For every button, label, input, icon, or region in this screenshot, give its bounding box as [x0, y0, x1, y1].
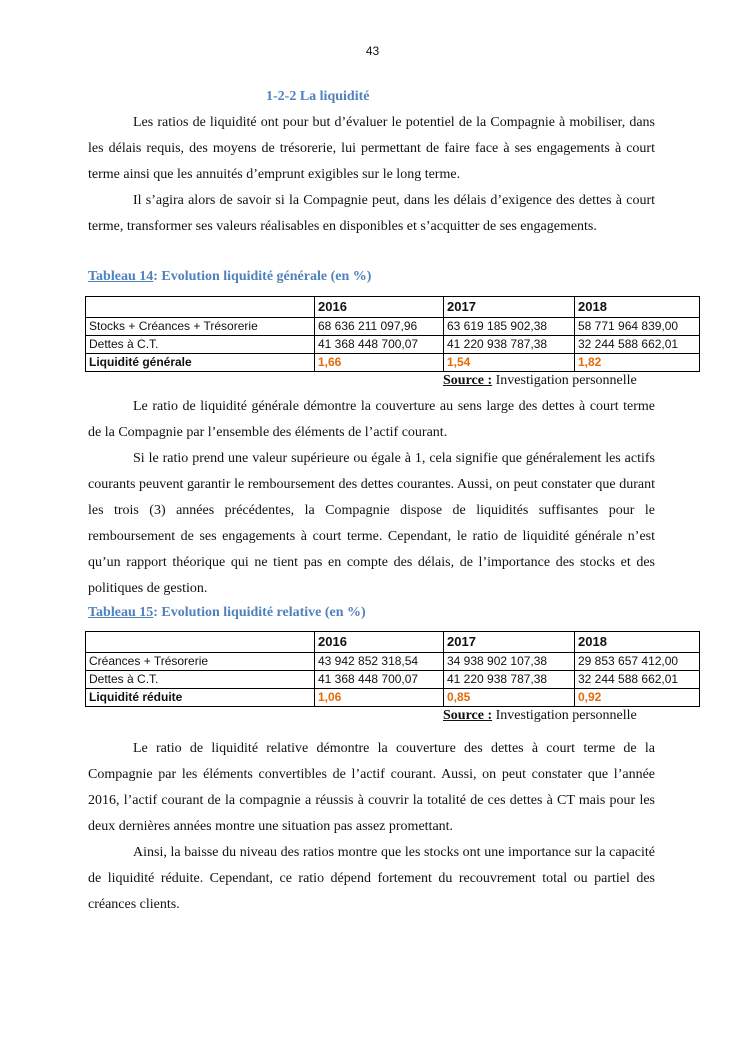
table15-caption-text: : Evolution liquidité relative (en %) [153, 605, 366, 620]
table-header-row [86, 632, 700, 653]
table15-source [443, 708, 637, 724]
table-cell: 1,82 [575, 354, 700, 372]
intro-paragraph-2: Il s’agira alors de savoir si la Compagnie peut, dans les délais d’exigence des dettes à court terme, transformer ses valeurs réalisables en disponibles et s’acquitter de ses engagements. [88, 193, 655, 234]
table-cell: Dettes à C.T. [86, 671, 315, 689]
table-cell: 0,85 [444, 689, 575, 707]
table-cell: Stocks + Créances + Trésorerie [86, 318, 315, 336]
table-header-cell: 2016 [315, 297, 444, 318]
table-header-cell: 2018 [575, 297, 700, 318]
table-header-cell: 2016 [315, 632, 444, 653]
analysis-paragraph-2: Si le ratio prend une valeur supérieure ou égale à 1, cela signifie que généralement les actifs courants peuvent garantir le remboursement des dettes courantes. Aussi, on peut constater que durant les trois (3) années précédentes, la Compagnie dispose de liquidités suffisantes pour le remboursement de ses engagements à court terme. Cependant, le ratio de liquidité générale n’est qu’un rapport théorique qui ne tient pas en compte des délais, de l’importance des stocks et des politiques de gestion. [88, 451, 655, 596]
table-cell: 34 938 902 107,38 [444, 653, 575, 671]
table-cell: 32 244 588 662,01 [575, 671, 700, 689]
table14-caption [88, 269, 371, 285]
table-cell: 29 853 657 412,00 [575, 653, 700, 671]
table-cell: 41 368 448 700,07 [315, 671, 444, 689]
table-row [86, 671, 700, 689]
table-header-cell: 2018 [575, 632, 700, 653]
table-row [86, 653, 700, 671]
table-cell: 41 220 938 787,38 [444, 671, 575, 689]
page-number: 43 [365, 44, 380, 58]
table-cell: 32 244 588 662,01 [575, 336, 700, 354]
table-cell: 41 220 938 787,38 [444, 336, 575, 354]
table-cell: 68 636 211 097,96 [315, 318, 444, 336]
table-cell: 0,92 [575, 689, 700, 707]
intro-paragraph-1: Les ratios de liquidité ont pour but d’évaluer le potentiel de la Compagnie à mobiliser, dans les délais requis, des moyens de trésorerie, lui permettant de faire face à ses engagements à court terme ainsi que les annuités d’emprunt exigibles sur le long terme. [88, 115, 655, 182]
analysis-paragraph-1: Le ratio de liquidité générale démontre la couverture au sens large des dettes à court terme de la Compagnie par l’ensemble des éléments de l’actif courant. [88, 399, 655, 440]
table-cell: Liquidité réduite [86, 689, 315, 707]
conclusion-paragraph-2: Ainsi, la baisse du niveau des ratios montre que les stocks ont une importance sur la capacité de liquidité réduite. Cependant, ce ratio dépend fortement du recouvrement total ou partiel des créances clients. [88, 845, 655, 912]
table-header-cell: 2017 [444, 632, 575, 653]
source-label: Source : [443, 373, 493, 388]
table14-caption-label: Tableau 14 [88, 269, 154, 284]
table-cell: 41 368 448 700,07 [315, 336, 444, 354]
source-text: Investigation personnelle [492, 373, 637, 388]
table-row [86, 336, 700, 354]
table14 [85, 296, 700, 372]
table-cell: 63 619 185 902,38 [444, 318, 575, 336]
source-label: Source : [443, 708, 493, 723]
table-row [86, 318, 700, 336]
table-header-row [86, 297, 700, 318]
table-total-row [86, 354, 700, 372]
table15-caption-label: Tableau 15 [88, 605, 154, 620]
table-header-cell [86, 632, 315, 653]
table-cell: 1,06 [315, 689, 444, 707]
table-cell: Liquidité générale [86, 354, 315, 372]
table-header-cell [86, 297, 315, 318]
table-cell: 58 771 964 839,00 [575, 318, 700, 336]
table15 [85, 631, 700, 707]
table-cell: 43 942 852 318,54 [315, 653, 444, 671]
table-cell: Créances + Trésorerie [86, 653, 315, 671]
table-header-cell: 2017 [444, 297, 575, 318]
table14-source [443, 373, 637, 389]
table-total-row [86, 689, 700, 707]
source-text: Investigation personnelle [492, 708, 637, 723]
section-heading: 1-2-2 La liquidité [266, 89, 370, 104]
table14-caption-text: : Evolution liquidité générale (en %) [153, 269, 372, 284]
table-cell: 1,66 [315, 354, 444, 372]
table-cell: Dettes à C.T. [86, 336, 315, 354]
table15-caption [88, 605, 366, 621]
conclusion-paragraph-1: Le ratio de liquidité relative démontre la couverture des dettes à court terme de la Compagnie par les éléments convertibles de l’actif courant. Aussi, on peut constater que l’année 2016, l’actif courant de la compagnie a réussis à couvrir la totalité de ces dettes à CT mais pour les deux dernières années montre une situation pas assez promettant. [88, 741, 655, 834]
table-cell: 1,54 [444, 354, 575, 372]
